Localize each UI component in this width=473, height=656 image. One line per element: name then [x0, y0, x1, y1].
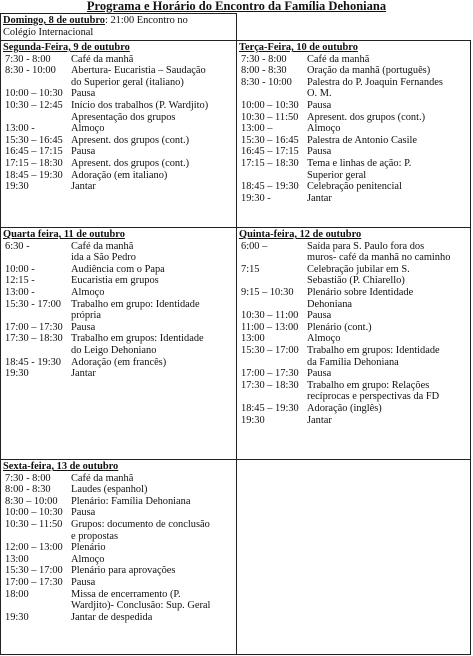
schedule-row — [3, 123, 234, 135]
empty-cell — [236, 459, 471, 655]
schedule-activity: Pausa — [71, 576, 96, 588]
schedule-row — [3, 100, 234, 112]
schedule-time: 10:00 – 10:30 — [5, 507, 63, 519]
schedule-activity: Palestra de Antonio Casile — [307, 134, 417, 146]
schedule-row — [3, 612, 234, 624]
schedule-activity: Superior geral — [307, 169, 367, 181]
schedule-row — [239, 146, 468, 158]
schedule-activity: O. M. — [307, 88, 332, 100]
schedule-time — [239, 170, 307, 182]
schedule-activity: muros- café da manhã no caminho — [307, 252, 451, 264]
schedule-row — [239, 310, 468, 322]
schedule-row — [3, 473, 234, 485]
schedule-time: 15:30 – 16:45 — [5, 134, 63, 146]
schedule-row — [239, 275, 468, 287]
schedule-activity: ida a São Pedro — [71, 252, 136, 264]
schedule-row — [239, 415, 468, 427]
schedule-activity: Almoço — [71, 123, 105, 135]
schedule-time — [239, 299, 307, 311]
schedule-time: 8:30 - 10:00 — [5, 65, 56, 77]
schedule-activity: Trabalho em grupo: Relações — [307, 379, 430, 391]
schedule-time — [3, 77, 71, 89]
schedule-time: 19:30 — [5, 368, 29, 380]
schedule-row — [3, 146, 234, 158]
schedule-activity: recíprocas e perspectivas da FD — [307, 391, 440, 403]
schedule-time: 19:30 — [241, 414, 265, 426]
schedule-row — [3, 158, 234, 170]
schedule-row — [239, 345, 468, 357]
schedule-activity: da Família Dehoniana — [307, 356, 399, 368]
schedule-activity: Trabalho em grupos: Identidade — [71, 333, 204, 345]
schedule-row — [3, 264, 234, 276]
schedule-time: 15:30 – 17:00 — [241, 344, 299, 356]
schedule-activity: Eucaristia em grupos — [71, 275, 159, 287]
schedule-time: 12:00 – 13:00 — [5, 542, 63, 554]
schedule-time: 13:00 — [5, 553, 29, 565]
schedule-row — [3, 507, 234, 519]
schedule-activity: Pausa — [71, 321, 96, 333]
schedule-row — [239, 368, 468, 380]
schedule-activity: Pausa — [71, 146, 96, 158]
schedule-time: 18:45 – 19:30 — [241, 402, 299, 414]
schedule-time — [239, 88, 307, 100]
schedule-activity: Pausa — [307, 310, 332, 322]
sexta-day: Sexta-feira, 13 de outubro — [3, 461, 119, 472]
schedule-row — [239, 403, 468, 415]
schedule-row — [3, 299, 234, 311]
schedule-activity: Adoração (em francês) — [71, 356, 167, 368]
schedule-activity: Pausa — [307, 146, 332, 158]
schedule-row — [3, 333, 234, 345]
schedule-time: 18:00 — [5, 588, 29, 600]
schedule-activity: Almoço — [307, 333, 341, 345]
schedule-activity: Início dos trabalhos (P. Wardjito) — [71, 99, 209, 111]
schedule-time: 8:00 - 8:30 — [241, 65, 287, 77]
quarta-day: Quarta feira, 11 de outubro — [3, 229, 125, 240]
schedule-row — [3, 181, 234, 193]
schedule-activity: Trabalho em grupo: Identidade — [71, 298, 200, 310]
schedule-activity: Almoço — [71, 286, 105, 298]
schedule-row — [3, 241, 234, 253]
schedule-row — [239, 170, 468, 182]
schedule-row — [3, 88, 234, 100]
schedule-row — [239, 54, 468, 66]
schedule-activity: Plenário: Família Dehoniana — [71, 495, 191, 507]
schedule-activity: Café da manhã — [71, 53, 134, 65]
schedule-activity: Jantar — [71, 181, 96, 193]
schedule-activity: Jantar de despedida — [71, 611, 153, 623]
schedule-activity: Apresent. dos grupos (cont.) — [307, 111, 426, 123]
schedule-activity: do Superior geral (italiano) — [71, 76, 184, 88]
schedule-row — [239, 123, 468, 135]
schedule-time: 18:45 – 19:30 — [5, 169, 63, 181]
schedule-time: 10:30 – 11:00 — [241, 310, 299, 322]
schedule-activity: Pausa — [307, 368, 332, 380]
schedule-row — [3, 65, 234, 77]
schedule-activity: Audiência com o Papa — [71, 263, 165, 275]
schedule-activity: Tema e linhas de ação: P. — [307, 157, 412, 169]
schedule-row — [3, 287, 234, 299]
schedule-activity: Dehoniana — [307, 298, 353, 310]
schedule-time: 19:30 — [5, 611, 29, 623]
schedule-activity: Jantar — [71, 368, 96, 380]
schedule-row — [239, 241, 468, 253]
schedule-row — [3, 252, 234, 264]
schedule-time — [3, 600, 71, 612]
schedule-time — [3, 310, 71, 322]
schedule-time: 10:00 – 10:30 — [241, 99, 299, 111]
terca-day: Terça-Feira, 10 de outubro — [239, 42, 358, 53]
schedule-row — [239, 357, 468, 369]
schedule-activity: Sebastião (P. Chiarello) — [307, 275, 405, 287]
schedule-row — [239, 100, 468, 112]
schedule-time — [3, 252, 71, 264]
schedule-time — [3, 345, 71, 357]
schedule-row — [3, 496, 234, 508]
schedule-time: 7:30 - 8:00 — [5, 53, 51, 65]
schedule-activity: Plenário para aprovações — [71, 565, 176, 577]
schedule-row — [239, 112, 468, 124]
schedule-row — [239, 158, 468, 170]
schedule-time: 10:30 – 12:45 — [5, 99, 63, 111]
schedule-activity: Pausa — [71, 88, 96, 100]
schedule-time: 12:15 - — [5, 275, 35, 287]
schedule-row — [3, 519, 234, 531]
sunday-event: : 21:00 Encontro no — [105, 15, 188, 26]
page-title: Programa e Horário do Encontro da Família Dehoniana — [86, 0, 387, 13]
schedule-activity: Café da manhã — [307, 53, 370, 65]
schedule-activity: Abertura- Eucaristia – Saudação — [71, 65, 206, 77]
schedule-row — [3, 345, 234, 357]
schedule-time: 17:00 – 17:30 — [5, 321, 63, 333]
schedule-time: 7:30 - 8:00 — [241, 53, 287, 65]
schedule-time — [239, 275, 307, 287]
schedule-row — [239, 380, 468, 392]
schedule-activity: Adoração (em italiano) — [71, 169, 168, 181]
schedule-activity: Laudes (espanhol) — [71, 484, 148, 496]
schedule-activity: Apresent. dos grupos (cont.) — [71, 157, 190, 169]
sunday-line-2: Colégio Internacional — [3, 26, 94, 38]
schedule-time: 17:00 – 17:30 — [241, 368, 299, 380]
schedule-row — [3, 589, 234, 601]
schedule-row — [239, 264, 468, 276]
schedule-row — [3, 531, 234, 543]
quinta-day: Quinta-feira, 12 de outubro — [239, 229, 362, 240]
schedule-time: 8:30 – 10:00 — [5, 495, 58, 507]
schedule-time: 6:30 - — [5, 240, 30, 252]
sunday-line — [3, 15, 234, 27]
schedule-time — [3, 531, 71, 543]
schedule-activity: Celebração jubilar em S. — [307, 263, 410, 275]
schedule-time: 18:45 - 19:30 — [5, 356, 61, 368]
schedule-time: 11:00 – 13:00 — [241, 321, 299, 333]
sunday-day: Domingo, 8 de outubro — [3, 15, 105, 26]
schedule-time: 13:00 — [241, 333, 265, 345]
schedule-row — [3, 170, 234, 182]
schedule-activity: Celebração penitencial — [307, 181, 402, 193]
schedule-time: 6:00 – — [241, 240, 268, 252]
schedule-row — [3, 112, 234, 124]
schedule-row — [3, 484, 234, 496]
schedule-time: 10:00 - — [5, 263, 35, 275]
schedule-row — [3, 542, 234, 554]
schedule-activity: Jantar — [307, 414, 332, 426]
schedule-time: 19:30 — [5, 181, 29, 193]
schedule-time — [3, 112, 71, 124]
schedule-time — [239, 391, 307, 403]
schedule-row — [3, 310, 234, 322]
schedule-activity: Saída para S. Paulo fora dos — [307, 240, 425, 252]
schedule-activity: Almoço — [71, 553, 105, 565]
schedule-activity: Café da manhã — [71, 472, 134, 484]
schedule-row — [239, 77, 468, 89]
schedule-time: 8:00 - 8:30 — [5, 484, 51, 496]
schedule-time: 7:15 — [241, 263, 260, 275]
schedule-row — [3, 577, 234, 589]
schedule-row — [3, 135, 234, 147]
schedule-time: 19:30 - — [241, 192, 271, 204]
sexta-cell — [0, 459, 237, 655]
schedule-row — [239, 391, 468, 403]
schedule-row — [239, 65, 468, 77]
schedule-time: 10:30 – 11:50 — [5, 518, 63, 530]
schedule-row — [239, 287, 468, 299]
schedule-time — [239, 357, 307, 369]
schedule-row — [3, 565, 234, 577]
schedule-time: 17:30 – 18:30 — [5, 333, 63, 345]
schedule-activity: do Leigo Dehoniano — [71, 344, 157, 356]
schedule-row — [3, 357, 234, 369]
schedule-row — [239, 299, 468, 311]
schedule-row — [3, 77, 234, 89]
sunday-cell — [0, 13, 237, 41]
schedule-activity: Oração da manhã (português) — [307, 65, 431, 77]
schedule-time: 13:00 – — [241, 123, 273, 135]
schedule-time: 15:30 – 17:00 — [5, 565, 63, 577]
quinta-cell — [236, 227, 471, 460]
schedule-time: 10:30 – 11:50 — [241, 111, 299, 123]
schedule-time: 17:15 – 18:30 — [5, 157, 63, 169]
schedule-time: 18:45 – 19:30 — [241, 181, 299, 193]
schedule-activity: Almoço — [307, 123, 341, 135]
schedule-row — [239, 252, 468, 264]
schedule-row — [3, 54, 234, 66]
schedule-row — [239, 193, 468, 205]
schedule-time: 16:45 – 17:15 — [5, 146, 63, 158]
schedule-activity: Plenário — [71, 542, 106, 554]
schedule-time: 13:00 - — [5, 286, 35, 298]
quarta-cell — [0, 227, 237, 460]
schedule-activity: Palestra do P. Joaquin Fernandes — [307, 76, 443, 88]
schedule-activity: Apresentação dos grupos — [71, 111, 176, 123]
schedule-time: 9:15 – 10:30 — [241, 286, 294, 298]
schedule-activity: Adoração (inglês) — [307, 402, 382, 414]
schedule-row — [3, 368, 234, 380]
schedule-activity: Grupos: documento de conclusão — [71, 518, 210, 530]
schedule-time: 15:30 – 16:45 — [241, 134, 299, 146]
schedule-activity: Missa de encerramento (P. — [71, 588, 181, 600]
schedule-row — [239, 181, 468, 193]
schedule-time: 17:15 – 18:30 — [241, 157, 299, 169]
schedule-activity: Plenário sobre Identidade — [307, 286, 414, 298]
schedule-activity: Pausa — [307, 99, 332, 111]
schedule-row — [3, 322, 234, 334]
schedule-row — [239, 135, 468, 147]
segunda-cell — [0, 40, 237, 228]
schedule-activity: Café da manhã — [71, 240, 134, 252]
segunda-day: Segunda-Feira, 9 de outubro — [3, 42, 130, 53]
schedule-activity: e propostas — [71, 530, 119, 542]
schedule-activity: Wardjito)- Conclusão: Sup. Geral — [71, 600, 211, 612]
schedule-row — [3, 600, 234, 612]
schedule-time: 16:45 – 17:15 — [241, 146, 299, 158]
schedule-row — [239, 322, 468, 334]
terca-cell — [236, 40, 471, 228]
schedule-activity: Apresent. dos grupos (cont.) — [71, 134, 190, 146]
schedule-activity: Jantar — [307, 192, 332, 204]
schedule-row — [239, 88, 468, 100]
schedule-activity: Pausa — [71, 507, 96, 519]
schedule-row — [3, 554, 234, 566]
schedule-time: 17:00 – 17:30 — [5, 576, 63, 588]
schedule-activity: Plenário (cont.) — [307, 321, 372, 333]
schedule-time: 13:00 - — [5, 123, 35, 135]
schedule-activity: própria — [71, 310, 102, 322]
schedule-time: 10:00 – 10:30 — [5, 88, 63, 100]
schedule-time: 8:30 - 10:00 — [241, 76, 292, 88]
schedule-activity: Trabalho em grupos: Identidade — [307, 344, 440, 356]
schedule-row — [239, 333, 468, 345]
schedule-time: 15:30 - 17:00 — [5, 298, 61, 310]
schedule-time: 17:30 – 18:30 — [241, 379, 299, 391]
schedule-time: 7:30 - 8:00 — [5, 472, 51, 484]
schedule-time — [239, 252, 307, 264]
schedule-row — [3, 275, 234, 287]
